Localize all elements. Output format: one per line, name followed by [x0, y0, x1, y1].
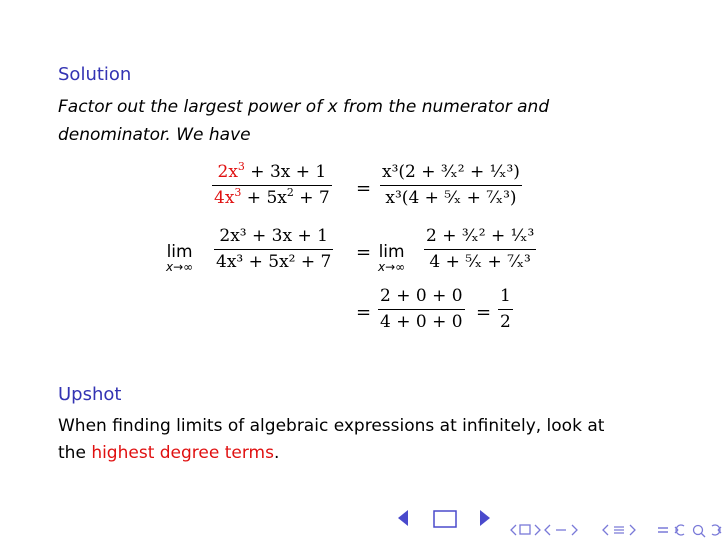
section-nav-icon[interactable]	[510, 522, 600, 552]
row3-denominator: 4 + 0 + 0	[380, 312, 463, 333]
row2-rhs-denominator: 4 + ⁵⁄ₓ + ⁷⁄ₓ³	[429, 252, 531, 273]
row2-lhs-denominator: 4x³ + 5x² + 7	[216, 252, 332, 273]
row1-lhs-numerator: $2x^3 + 3x + 1$	[217, 160, 327, 182]
solution-line-1: Factor out the largest power of x from the numerator and	[58, 97, 550, 117]
row3-numerator: 2 + 0 + 0	[380, 286, 463, 306]
fraction-bar	[214, 249, 333, 250]
row1-lhs-num-lead: $2x^3$	[217, 160, 245, 182]
next-frame-icon[interactable]	[478, 508, 492, 538]
prev-frame-icon[interactable]	[396, 508, 410, 538]
result-denominator: 2	[500, 312, 511, 333]
lim-subscript: x→∞	[378, 260, 406, 274]
equals-sign: =	[356, 302, 372, 323]
fraction-bar	[212, 185, 332, 186]
solution-title: Solution	[58, 64, 132, 85]
equals-sign: =	[476, 302, 492, 323]
row1-lhs-den-lead: $4x^3$	[214, 186, 242, 209]
search-icon[interactable]	[674, 522, 724, 552]
frame-icon[interactable]	[432, 508, 460, 538]
row2-rhs-fraction	[424, 228, 536, 271]
row1-rhs-fraction	[380, 164, 522, 207]
highlight-text: highest degree terms	[91, 443, 274, 463]
row3-fraction	[378, 288, 465, 331]
result-numerator: 1	[500, 286, 511, 306]
row1-lhs-denominator: $4x^3 + 5x^2 + 7$	[214, 186, 330, 209]
row2-lhs-numerator: 2x³ + 3x + 1	[219, 226, 328, 246]
lim-word: lim	[378, 242, 405, 262]
row1-rhs-numerator: x³(2 + ³⁄ₓ² + ¹⁄ₓ³)	[382, 162, 520, 182]
fraction-bar	[378, 309, 465, 310]
align-icon[interactable]	[656, 522, 670, 552]
fraction-bar	[380, 185, 522, 186]
upshot-line-1: When finding limits of algebraic expressions at infinitely, look at	[58, 416, 605, 436]
upshot-title: Upshot	[58, 384, 122, 405]
lim-subscript: x→∞	[166, 260, 194, 274]
row2-lhs-fraction	[214, 228, 333, 271]
limit-operator-lhs	[166, 244, 193, 273]
limit-operator-rhs	[378, 244, 405, 273]
upshot-line-2: the highest degree terms.	[58, 443, 280, 463]
lim-word: lim	[166, 242, 193, 262]
row1-rhs-denominator: x³(4 + ⁵⁄ₓ + ⁷⁄ₓ³)	[385, 188, 517, 209]
row2-rhs-numerator: 2 + ³⁄ₓ² + ¹⁄ₓ³	[426, 226, 535, 246]
result-fraction	[498, 288, 513, 331]
row1-lhs-fraction	[212, 160, 332, 209]
fraction-bar	[424, 249, 536, 250]
equals-sign: =	[356, 242, 372, 263]
subsection-nav-icon[interactable]	[602, 522, 652, 552]
equals-sign: =	[356, 178, 372, 199]
solution-line-2: denominator. We have	[58, 125, 251, 145]
fraction-bar	[498, 309, 513, 310]
